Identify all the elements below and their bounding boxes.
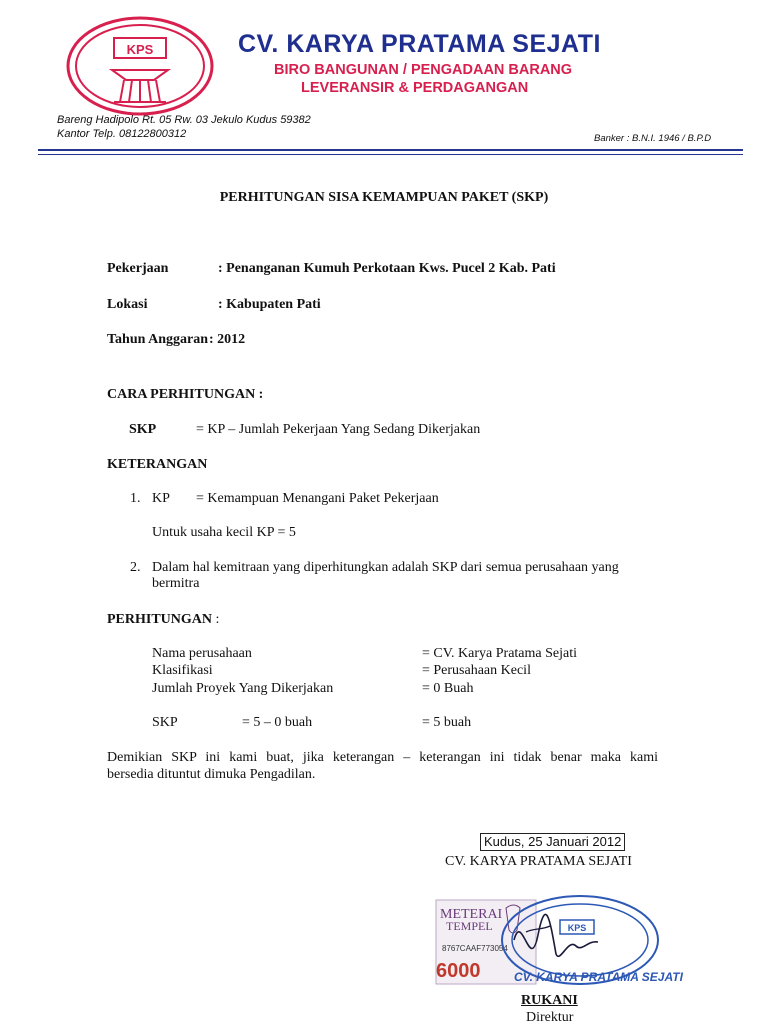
calc-value: = Perusahaan Kecil: [422, 663, 531, 678]
info-label: Pekerjaan: [107, 261, 169, 276]
info-label: Tahun Anggaran: [107, 332, 209, 347]
list-text: Dalam hal kemitraan yang diperhitungkan adalah SKP dari semua perusahaan yang: [152, 560, 619, 575]
calc-label: SKP: [152, 715, 178, 730]
letterhead-divider: [38, 149, 743, 151]
section-heading: [107, 611, 219, 628]
calc-label: Jumlah Proyek Yang Dikerjakan: [152, 681, 334, 696]
formula-text: = KP – Jumlah Pekerjaan Yang Sedang Dikerjakan: [196, 422, 481, 437]
company-phone: Kantor Telp. 08122800312: [57, 128, 187, 140]
list-note: Untuk usaha kecil KP = 5: [152, 525, 296, 540]
logo-text: KPS: [126, 42, 154, 57]
signature-date: Kudus, 25 Januari 2012: [480, 833, 625, 851]
signature-company: CV. KARYA PRATAMA SEJATI: [445, 854, 632, 869]
meterai-serial: 8767CAAF773054: [442, 944, 508, 953]
list-number: 2.: [130, 560, 141, 575]
info-label: Lokasi: [107, 297, 148, 312]
calc-value: = 0 Buah: [422, 681, 474, 696]
company-banker: Banker : B.N.I. 1946 / B.P.D: [594, 133, 712, 144]
formula-term: SKP: [129, 422, 157, 437]
stamp-company-text: CV. KARYA PRATAMA SEJATI: [514, 970, 683, 984]
company-subtitle: LEVERANSIR & PERDAGANGAN: [301, 80, 529, 96]
list-number: 1.: [130, 491, 141, 506]
list-text: bermitra: [152, 576, 200, 591]
info-value: : Penanganan Kumuh Perkotaan Kws. Pucel 2 Kab. Pati: [218, 261, 556, 276]
calc-expression: = 5 – 0 buah: [242, 715, 313, 730]
closing-text: Demikian SKP ini kami buat, jika keterangan – keterangan ini tidak benar maka kami: [107, 750, 658, 765]
closing-text: bersedia dituntut dimuka Pengadilan.: [107, 767, 316, 782]
company-logo: [62, 10, 232, 122]
section-heading: CARA PERHITUNGAN :: [107, 387, 264, 402]
meterai-text: TEMPEL: [446, 919, 493, 933]
calc-label: Nama perusahaan: [152, 646, 252, 661]
signatory-position: Direktur: [526, 1010, 574, 1025]
list-definition: = Kemampuan Menangani Paket Pekerjaan: [196, 491, 439, 506]
company-subtitle: BIRO BANGUNAN / PENGADAAN BARANG: [274, 62, 573, 78]
stamp-logo-text: KPS: [567, 923, 587, 933]
letterhead-divider: [38, 154, 743, 155]
company-address: Bareng Hadipolo Rt. 05 Rw. 03 Jekulo Kudus 59382: [57, 114, 311, 126]
section-heading-colon: :: [215, 612, 220, 627]
signatory-name: RUKANI: [521, 993, 578, 1008]
meterai-text: METERAI: [440, 907, 503, 922]
info-value: : 2012: [209, 332, 246, 347]
list-term: KP: [152, 491, 170, 506]
company-name: CV. KARYA PRATAMA SEJATI: [238, 30, 601, 58]
calc-value: = CV. Karya Pratama Sejati: [422, 646, 577, 661]
section-heading-text: PERHITUNGAN: [107, 612, 213, 627]
meterai-value: 6000: [436, 960, 481, 982]
calc-label: Klasifikasi: [152, 663, 213, 678]
section-heading: KETERANGAN: [107, 457, 208, 472]
info-value: : Kabupaten Pati: [218, 297, 321, 312]
stamp-signature-graphic: [430, 880, 683, 988]
document-title: PERHITUNGAN SISA KEMAMPUAN PAKET (SKP): [219, 190, 549, 205]
calc-result: = 5 buah: [422, 715, 472, 730]
